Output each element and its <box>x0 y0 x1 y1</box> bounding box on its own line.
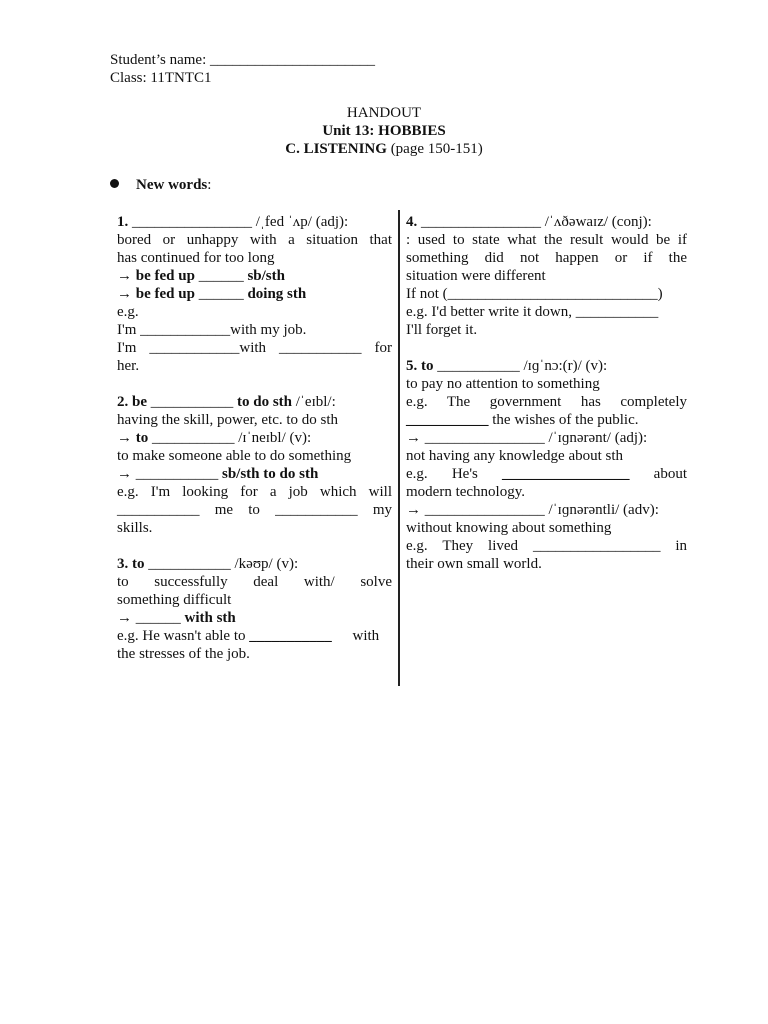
example-word: I'm <box>117 340 137 356</box>
example-line <box>406 411 687 429</box>
entry-number: 5. to <box>406 358 434 374</box>
if-not-line: If not (____________________________) <box>406 286 663 302</box>
word-entry-otherwise <box>406 213 687 339</box>
entry-head-line <box>117 555 392 573</box>
example-line: I'll forget it. <box>406 322 478 338</box>
example-line: her. <box>117 358 140 374</box>
phrase-line <box>117 429 392 447</box>
class-line: Class: 11TNTC1 <box>110 70 212 86</box>
handout-title-block <box>0 104 768 158</box>
entry-blank: ___________ <box>147 394 237 410</box>
definition-line <box>117 573 392 591</box>
example-text: e.g. He wasn't able to <box>117 628 250 644</box>
column-divider <box>398 210 400 686</box>
handout-title: HANDOUT <box>346 105 422 121</box>
example-word: ___________ <box>275 502 358 518</box>
example-word: about <box>653 466 687 482</box>
definition-word: solve <box>360 574 392 590</box>
word-entry-able <box>117 393 392 537</box>
word-entry-fed-up <box>117 213 392 375</box>
word-entry-cope <box>117 555 392 663</box>
section-title <box>0 140 768 158</box>
phrase-line <box>117 465 392 483</box>
phrase-blank: ______ <box>194 268 248 284</box>
example-word: for <box>374 340 392 356</box>
example-word: to <box>248 502 260 518</box>
entry-rest: ___________ /kəʊp/ (v): <box>144 556 299 572</box>
example-line: skills. <box>117 520 153 536</box>
entry-number: 1. <box>117 214 129 230</box>
example-line: I'm ____________with my job. <box>117 322 307 338</box>
example-blank: _________________ <box>532 538 661 554</box>
phrase-text: sb/sth to do sth <box>222 466 319 482</box>
definition-word: successfully <box>154 574 228 590</box>
example-blank: ___________ <box>406 412 489 428</box>
example-blank: ___________ <box>249 628 332 644</box>
entry-phonetic: /ˈeɪbl/: <box>292 394 336 410</box>
definition-line: has continued for too long <box>117 250 275 266</box>
new-words-colon: : <box>207 177 212 193</box>
example-line: e.g. I'm looking for a job which will <box>117 484 392 500</box>
entry-headword: ________________ /ˈʌðəwaɪz/ (conj): <box>417 214 652 230</box>
word-entry-ignore <box>406 357 687 573</box>
section-name: C. LISTENING <box>285 141 387 157</box>
example-line <box>117 501 392 519</box>
phrase-blank: → ___________ <box>117 466 222 482</box>
definition-word: to <box>117 574 129 590</box>
phrase-text: → be fed up <box>117 268 195 284</box>
example-label: e.g. <box>117 304 139 320</box>
definition-line: to make someone able to do something <box>117 448 352 464</box>
student-name-line: Student’s name: ______________________ <box>110 52 375 68</box>
entry-number: 2. be <box>117 394 147 410</box>
unit-title: Unit 13: HOBBIES <box>322 123 446 139</box>
phrase-line <box>117 609 392 627</box>
phrase-tail: sb/sth <box>247 268 285 284</box>
example-word: me <box>214 502 234 518</box>
definition-line: not having any knowledge about sth <box>406 448 624 464</box>
example-line: modern technology. <box>406 484 525 500</box>
example-line <box>117 339 392 357</box>
definition-line: something did not happen or if the <box>406 250 687 266</box>
phrase-line: → ________________ /ˈɪɡnərəntli/ (adv): <box>406 502 659 518</box>
example-text: the wishes of the public. <box>488 412 639 428</box>
example-word: my <box>372 502 393 518</box>
phrase-line <box>117 267 392 285</box>
entry-head-line <box>117 393 392 411</box>
example-blank: _________________ <box>502 466 630 482</box>
definition-line: bored or unhappy with a situation that <box>117 232 392 248</box>
entry-rest: ___________ /ɪɡˈnɔ:(r)/ (v): <box>433 358 608 374</box>
right-column <box>406 213 687 573</box>
phrase-text: with sth <box>184 610 236 626</box>
example-line <box>406 465 687 483</box>
new-words-label: New words <box>136 177 208 193</box>
example-word: ___________ <box>279 340 362 356</box>
entry-head-line <box>406 213 687 231</box>
example-word: lived <box>488 538 519 554</box>
phrase-rest: ___________ /ɪˈneɪbl/ (v): <box>148 430 312 446</box>
entry-tail: to do sth <box>237 394 293 410</box>
example-line: their own small world. <box>406 556 542 572</box>
entry-number: 4. <box>406 214 418 230</box>
example-line: e.g. I'd better write it down, ___________ <box>406 304 659 320</box>
phrase-line <box>117 285 392 303</box>
entry-head-line <box>406 357 687 375</box>
example-word: He's <box>451 466 478 482</box>
definition-line: : used to state what the result would be if <box>406 232 687 248</box>
example-line <box>117 627 392 645</box>
phrase-blank: → ______ <box>117 610 185 626</box>
definition-line: to pay no attention to something <box>406 376 600 392</box>
example-text: with <box>348 628 380 644</box>
example-word: e.g. <box>406 538 428 554</box>
example-line <box>406 537 687 555</box>
example-word: They <box>442 538 474 554</box>
phrase-blank: ______ <box>194 286 248 302</box>
left-column <box>117 213 392 663</box>
definition-line: situation were different <box>406 268 546 284</box>
new-words-heading <box>110 176 211 194</box>
student-header <box>110 51 375 87</box>
definition-word: deal <box>253 574 279 590</box>
example-word: in <box>675 538 688 554</box>
phrase-tail: doing sth <box>247 286 307 302</box>
example-line: the stresses of the job. <box>117 646 250 662</box>
entry-headword: ________________ /ˌfed ˈʌp/ (adj): <box>128 214 349 230</box>
phrase-text: → be fed up <box>117 286 195 302</box>
entry-number: 3. to <box>117 556 145 572</box>
phrase-line: → ________________ /ˈɪɡnərənt/ (adj): <box>406 430 648 446</box>
definition-line: having the skill, power, etc. to do sth <box>117 412 339 428</box>
example-word: e.g. <box>406 466 428 482</box>
example-word: ____________with <box>149 340 267 356</box>
example-word: ___________ <box>117 502 200 518</box>
definition-line: something difficult <box>117 592 232 608</box>
example-line: e.g. The government has completely <box>406 394 687 410</box>
definition-line: without knowing about something <box>406 520 612 536</box>
phrase-text: → to <box>117 430 149 446</box>
bullet-icon <box>110 179 119 188</box>
definition-word: with/ <box>303 574 335 590</box>
section-pages: (page 150-151) <box>386 141 483 157</box>
